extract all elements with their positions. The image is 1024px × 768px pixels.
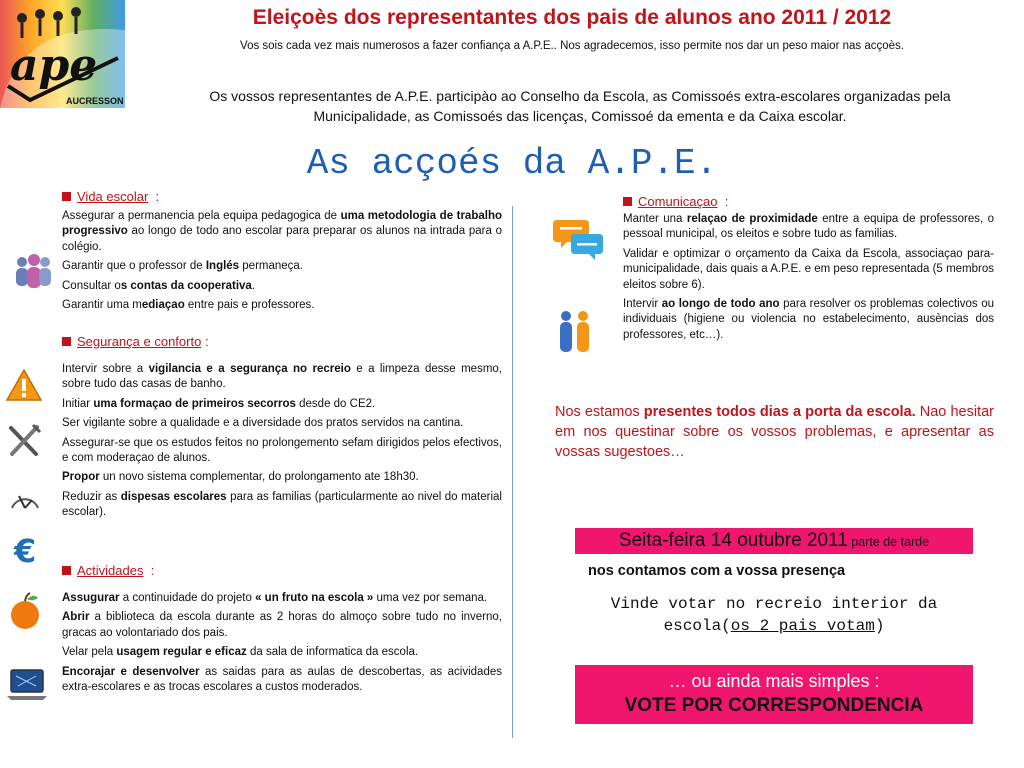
svg-text:€: € (14, 532, 37, 568)
bullet-square (62, 566, 71, 575)
actividades-text: Assugurar a continuidade do projeto « un fruto na escola » uma vez por semana. Abrir a biblioteca da escola durante as 2 horas do almoço sobre tudo no inverno, gracas ao volontariado dos pais. Velar pela usagem regular e eficaz da sala de informatica da escola. Encorajar e desenvolver as saidas para as aulas de descobertas, as acividades extra-escolares e as trocas escolares a custos moderados. (62, 592, 502, 694)
family-icon (557, 309, 593, 360)
logo-text: ape (10, 40, 98, 91)
intro-paragraph: Os vossos representantes de A.P.E. participào ao Conselho da Escola, as Comissoés extra-escolares organizadas pela Municipalidade, as Comissoés das licenças, Comissoé da ementa e da Caixa escolar. (209, 88, 951, 124)
comunicacao-heading: Comunicaçao : (623, 194, 728, 210)
cutlery-icon (6, 423, 42, 464)
chat-icon (553, 216, 605, 267)
warning-icon (5, 368, 43, 407)
euro-icon (12, 532, 42, 573)
laptop-icon (6, 668, 48, 707)
people-icon (12, 252, 54, 297)
ape-logo (0, 0, 125, 108)
bullet-square (62, 337, 71, 346)
presence-notice: Nos estamos presentes todos dias a porta da escola. Nao hesitar em nos questinar sobre os vossos problemas, e apresentar as vossas sugestoes… (555, 404, 994, 460)
apple-icon (8, 591, 42, 636)
presence-line: nos contamos com a vossa presença (588, 563, 846, 579)
vida-escolar-heading: Vida escolar : (62, 189, 159, 205)
logo-town: AUCRESSON (66, 96, 124, 106)
bullet-square (62, 192, 71, 201)
vida-escolar-text: Assegurar a permanencia pela equipa pedagogica de uma metodologia de trabalho progressivo ao longo de todo ano escolar para preparar os alunos na intrada para o colégio. Garantir que o professor de Inglés permaneça. Consultar os contas da cooperativa. Garantir uma mediaçao entre pais e professores. (62, 210, 502, 312)
clock-icon (10, 490, 40, 515)
page-subtitle: Vos sois cada vez mais numerosos a fazer confiança a A.P.E.. Nos agradecemos, isso permite nos dar un peso maior nas acçoès. (240, 40, 904, 52)
actividades-heading: Actividades : (62, 563, 154, 579)
bullet-square (623, 197, 632, 206)
seguranca-heading: Segurança e conforto : (62, 334, 209, 350)
comunicacao-text: Manter una relaçao de proximidade entre a equipa de professores, o pessoal municipal, os eleitos e sobre tudo as familias. Validar e optimizar o orçamento da Caixa da Escola, associaçao para-municipalidade, dais quais a A.P.E. e em peso representada (5 membros eleitos sobre 6). Intervir ao longo de todo ano para resolver os problemas colectivos ou individuais (higiene ou violencia no estabelecimento, ausèncias dos professores, etc…). (623, 213, 995, 341)
column-divider (512, 206, 513, 738)
page-title: Eleiçoès dos representantes dos pais de alunos ano 2011 / 2012 (252, 6, 892, 29)
actions-heading: As acçoés da A.P.E. (306, 143, 718, 184)
vote-instructions: Vinde votar no recreio interior da escola(os 2 pais votam) (610, 595, 938, 635)
election-date-banner: Seita-feira 14 outubre 2011 parte de tarde (575, 528, 973, 554)
correspondence-vote-banner: … ou ainda mais simples : VOTE POR CORRESPONDENCIA (575, 665, 973, 724)
seguranca-text: Intervir sobre a vigilancia e a segurança no recreio e a limpeza desse mesmo, sobre tudo das casas de banho. Initiar uma formaçao de primeiros secorros desde do CE2. Ser vigilante sobre a qualidade e a diversidade dos pratos servidos na cantina. Assegurar-se que os estudos feitos no prolongemento sefam dirigidos pelos efectivos, e com moderaçao de alunos. Propor un novo sistema complementar, do prolongamento ate 18h30. Reduzir as dispesas escolares para as familias (particularmente ao nivel do material escolar). (62, 363, 502, 519)
